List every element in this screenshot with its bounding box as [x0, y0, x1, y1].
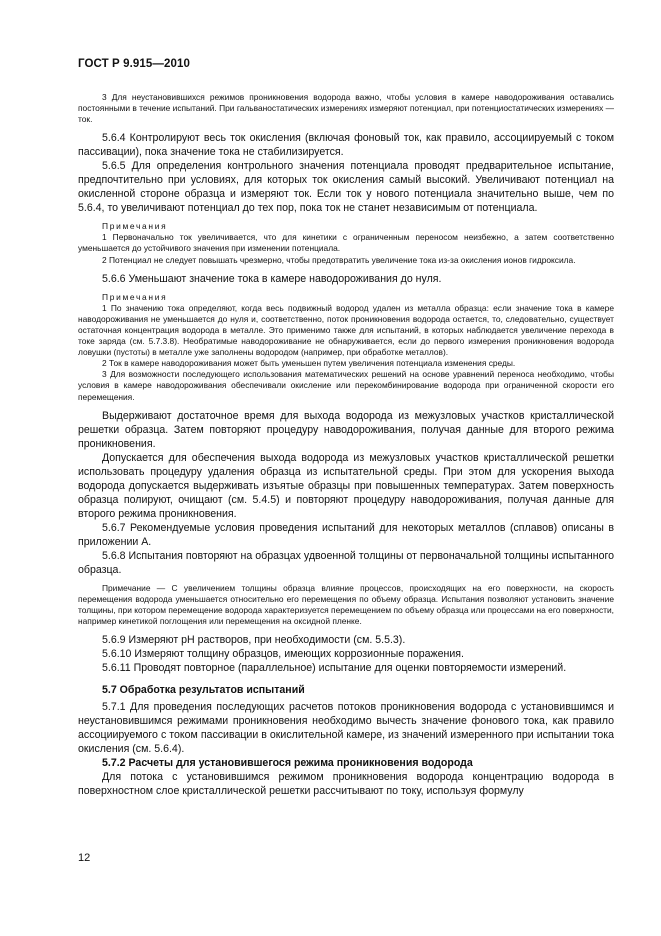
page-number: 12: [78, 852, 91, 864]
note-text: Примечание — С увеличением толщины образца влияние процессов, происходящих на его поверхности, на скорость перемещения водорода уменьшается относительно его перемещения по объему образца. Испытания позволяют установить значение толщины, при котором перемещение водорода характеризуется перемещением по объему образца или процессами на его поверхности, например кинетикой поглощения или перемещения на оксидной пленке.: [78, 582, 614, 626]
note-text: 1 Первоначально ток увеличивается, что для кинетики с ограниченным переносом неизбежно, а затем соответственно уменьшается до устойчивого значения при изменении потенциала.: [78, 232, 614, 254]
paragraph: 5.6.10 Измеряют толщину образцов, имеющих коррозионные поражения.: [102, 647, 464, 660]
paragraph: 5.6.4 Контролируют весь ток окисления (включая фоновый ток, как правило, ассоциируемый с током пассивации), пока значение тока не стабилизируется.: [78, 132, 614, 159]
note-text: 3 Для неустановившихся режимов проникновения водорода важно, чтобы условия в камере наводороживания оставались постоянными в течение испытаний. При гальваностатических измерениях измеряют потенциал, при потенциостатических измерениях — ток.: [78, 92, 614, 125]
note-text: 2 Потенциал не следует повышать чрезмерно, чтобы предотвратить увеличение тока из-за окисления ионов гидроксила.: [102, 254, 576, 265]
paragraph: 5.6.8 Испытания повторяют на образцах удвоенной толщины от первоначальной толщины испытанного образца.: [78, 549, 614, 576]
paragraph: 5.6.7 Рекомендуемые условия проведения испытаний для некоторых металлов (сплавов) описаны в приложении А.: [78, 521, 614, 548]
subsection-heading: 5.7.2 Расчеты для установившегося режима проникновения водорода: [102, 756, 473, 769]
document-body: [78, 92, 614, 798]
paragraph: Допускается для обеспечения выхода водорода из межузловых участков кристаллической решетки использовать процедуру удаления образца из испытательной среды. При этом для ускорения выхода водорода допускается выдерживать изъятые образцы при повышенных температурах. Затем поверхность образца полируют, очищают (см. 5.4.5) и повторяют процедуру наводороживания, получая данные для второго режима проникновения.: [78, 451, 614, 520]
note-text: 1 По значению тока определяют, когда весь подвижный водород удален из металла образца: если значение тока в камере наводороживания не уменьшается до нуля и, соответственно, поток проникновения водорода остается, то, следовательно, существует остаточная концентрация водорода в металле. Это применимо также для испытаний, в которых наблюдается увеличение перехода в токе заряда (см. 5.7.3.8). Необратимые наводороживание не обнаруживается, если до первого измерения проникновения водорода ловушки (пустоты) в металле уже заполнены водородом (например, при обработке металлов).: [78, 302, 614, 358]
paragraph: 5.6.9 Измеряют pH растворов, при необходимости (см. 5.5.3).: [102, 633, 406, 646]
notes-heading: Примечания: [102, 291, 168, 302]
document-header: ГОСТ Р 9.915—2010: [78, 58, 190, 70]
section-heading: 5.7 Обработка результатов испытаний: [102, 683, 305, 696]
paragraph: 5.7.1 Для проведения последующих расчетов потоков проникновения водорода с установившимся и неустановившимся режимами проникновения необходимо вычесть значение фонового тока, как правило ассоциируемого с током пассивации в окислительной камере, из значений измеренного при испытании тока окисления (см. 5.6.4).: [78, 700, 614, 755]
notes-heading: Примечания: [102, 221, 168, 232]
paragraph: 5.6.5 Для определения контрольного значения потенциала проводят предварительное испытание, предпочтительно при условиях, для которых ток окисления самый высокий. Увеличивают потенциал на окисленной стороне образца и измеряют ток. Если ток у нового потенциала значительно выше, чем по 5.6.4, то увеличивают потенциал до тех пор, пока ток не станет независимым от потенциала.: [78, 160, 614, 215]
paragraph: Выдерживают достаточное время для выхода водорода из межузловых участков кристаллической решетки образца. Затем повторяют процедуру наводороживания, получая данные для второго режима проникновения.: [78, 409, 614, 450]
paragraph: 5.6.6 Уменьшают значение тока в камере наводороживания до нуля.: [102, 272, 442, 285]
note-text: 3 Для возможности последующего использования математических решений на основе уравнений переноса необходимо, чтобы условия в камере наводороживания обеспечивали окисление или перекомбинирование водорода при ограниченной скорости его перемещения.: [78, 369, 614, 402]
paragraph: Для потока с установившимся режимом проникновения водорода концентрацию водорода в поверхностном слое кристаллической решетки рассчитывают по току, используя формулу: [78, 770, 614, 797]
paragraph: 5.6.11 Проводят повторное (параллельное) испытание для оценки повторяемости измерений.: [102, 661, 567, 674]
note-text: 2 Ток в камере наводороживания может быть уменьшен путем увеличения потенциала изменения среды.: [102, 358, 516, 369]
